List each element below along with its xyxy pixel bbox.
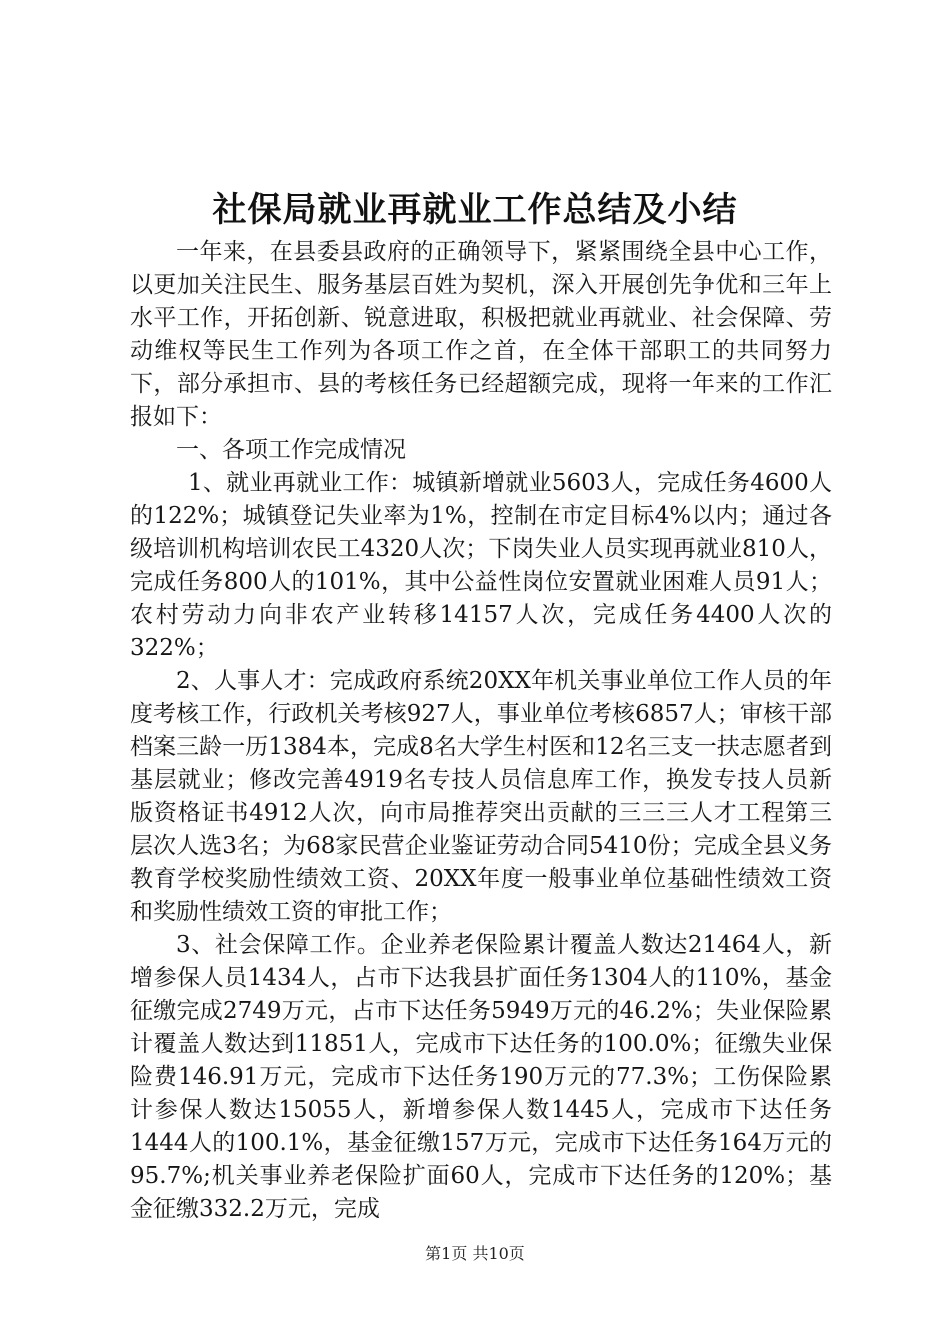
page-number: 第1页 共10页 xyxy=(425,1244,525,1263)
document-title: 社保局就业再就业工作总结及小结 xyxy=(212,190,738,230)
document-body xyxy=(130,236,832,1226)
paragraph-personnel: 2、人事人才：完成政府系统20XX年机关事业单位工作人员的年度考核工作，行政机关考核927人，事业单位考核6857人；审核干部档案三龄一历1384本，完成8名大学生村医和12名三支一扶志愿者到基层就业；修改完善4919名专技人员信息库工作，换发专技人员新版资格证书4912人次，向市局推荐突出贡献的三三三人才工程第三层次人选3名；为68家民营企业鉴证劳动合同5410份；完成全县义务教育学校奖励性绩效工资、20XX年度一般事业单位基础性绩效工资和奖励性绩效工资的审批工作； xyxy=(130,668,832,925)
section-heading: 一、各项工作完成情况 xyxy=(176,437,406,463)
paragraph-employment: 1、就业再就业工作：城镇新增就业5603人，完成任务4600人的122%；城镇登记失业率为1%，控制在市定目标4%以内；通过各级培训机构培训农民工4320人次；下岗失业人员实现再就业810人，完成任务800人的101%，其中公益性岗位安置就业困难人员91人；农村劳动力向非农产业转移14157人次，完成任务4400人次的322%； xyxy=(130,470,832,661)
paragraph-social-security: 3、社会保障工作。企业养老保险累计覆盖人数达21464人，新增参保人员1434人，占市下达我县扩面任务1304人的110%，基金征缴完成2749万元，占市下达任务5949万元的46.2%；失业保险累计覆盖人数达到11851人，完成市下达任务的100.0%；征缴失业保险费146.91万元，完成市下达任务190万元的77.3%；工伤保险累计参保人数达15055人，新增参保人数1445人，完成市下达任务1444人的100.1%，基金征缴157万元，完成市下达任务164万元的95.7%;机关事业养老保险扩面60人，完成市下达任务的120%；基金征缴332.2万元，完成 xyxy=(130,932,832,1222)
paragraph-intro: 一年来，在县委县政府的正确领导下，紧紧围绕全县中心工作，以更加关注民生、服务基层百姓为契机，深入开展创先争优和三年上水平工作，开拓创新、锐意进取，积极把就业再就业、社会保障、劳动维权等民生工作列为各项工作之首，在全体干部职工的共同努力下，部分承担市、县的考核任务已经超额完成，现将一年来的工作汇报如下： xyxy=(130,239,832,430)
